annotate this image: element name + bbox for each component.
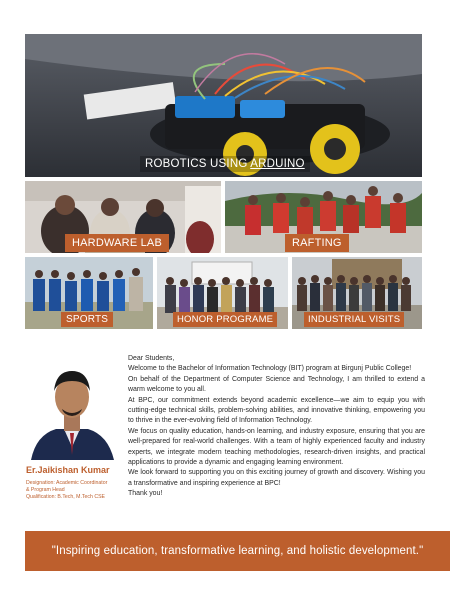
hardware-lab-photo bbox=[25, 181, 221, 253]
sports-label: SPORTS bbox=[61, 312, 113, 327]
letter-paragraph: We look forward to supporting you on this exciting journey of growth and discovery. Wishing you a transformative and inspiring experience at BPC! bbox=[128, 469, 425, 487]
robotics-label-accent: ARDUINO bbox=[250, 158, 305, 170]
letter-paragraph: Welcome to the Bachelor of Information Technology (BIT) program at Birgunj Public College! bbox=[128, 365, 412, 373]
robotics-label bbox=[140, 156, 310, 172]
coordinator-name: Er.Jaikishan Kumar bbox=[26, 465, 110, 475]
letter-paragraph: At BPC, our commitment extends beyond academic excellence—we aim to equip you with cutting-edge technical skills, problem-solving abilities, and innovative thinking, empowering you to thrive in the ever-evolving field of Information Technology. bbox=[128, 396, 425, 425]
robotics-label-text: ROBOTICS USING bbox=[145, 158, 248, 170]
footer-quote-banner bbox=[25, 531, 450, 571]
industrial-visits-photo bbox=[292, 257, 422, 329]
hardware-lab-label: HARDWARE LAB bbox=[65, 234, 169, 252]
sports-photo bbox=[25, 257, 153, 329]
letter-paragraph: On behalf of the Department of Computer Science and Technology, I am thrilled to extend a warm welcome to you all. bbox=[128, 375, 425, 394]
coordinator-portrait bbox=[26, 357, 118, 460]
letter-paragraph: We focus on quality education, hands-on learning, and industry exposure, ensuring that you are well-prepared for real-world challenges. With a team of highly experienced faculty and industry experts, we integrate modern teaching methodologies, research-driven insights, and practical applications to provide a dynamic and engaging learning environment. bbox=[128, 427, 425, 467]
coordinator-designation: Designation: Academic Coordinator bbox=[26, 480, 108, 486]
coordinator-designation-cont: & Program Head bbox=[26, 487, 65, 493]
welcome-letter bbox=[128, 354, 425, 500]
rafting-label: RAFTING bbox=[285, 234, 349, 252]
industrial-visits-label: INDUSTRIAL VISITS bbox=[304, 312, 404, 327]
coordinator-qualification: Qualification: B.Tech, M.Tech CSE bbox=[26, 494, 105, 500]
letter-greeting: Dear Students, bbox=[128, 355, 175, 362]
robotics-photo bbox=[25, 34, 422, 177]
honor-program-photo bbox=[157, 257, 288, 329]
rafting-photo bbox=[225, 181, 422, 253]
letter-closing: Thank you! bbox=[128, 490, 163, 498]
footer-quote: "Inspiring education, transformative learning, and holistic development." bbox=[51, 545, 424, 557]
honor-program-label: HONOR PROGRAME bbox=[173, 312, 277, 327]
